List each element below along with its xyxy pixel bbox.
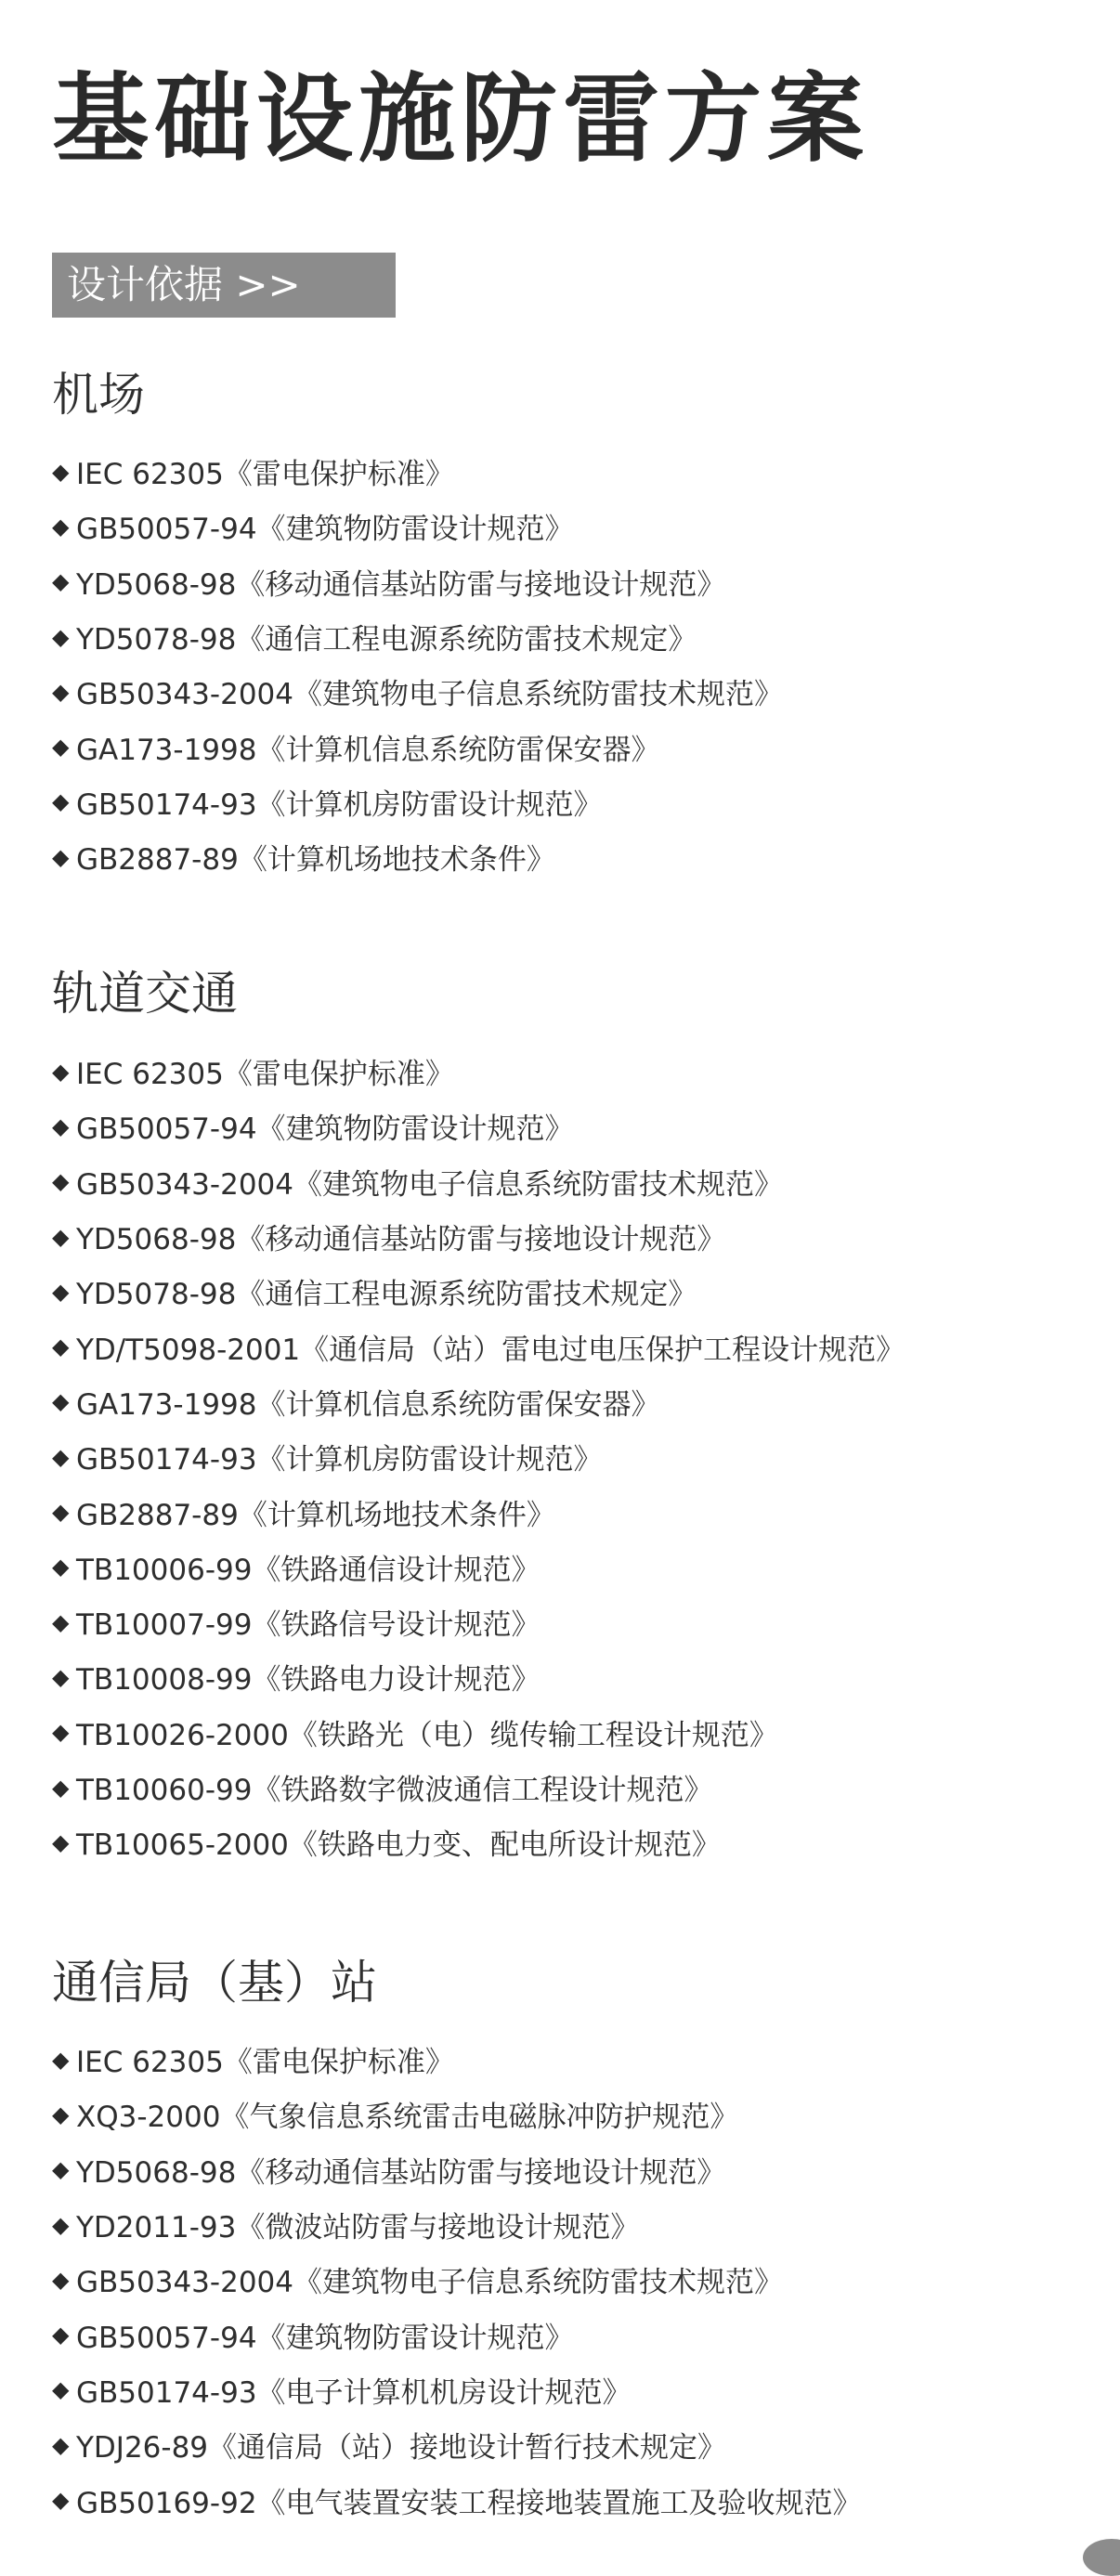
list-item: [52, 499, 1092, 553]
standard-text: IEC 62305《雷电保护标准》: [76, 2046, 454, 2080]
list-item: [52, 1649, 1092, 1704]
standard-text: TB10007-99《铁路信号设计规范》: [76, 1608, 540, 1643]
list-item: [52, 1099, 1092, 1153]
standards-list: [52, 2032, 1092, 2528]
diamond-bullet-icon: ◆: [52, 1663, 70, 1690]
diamond-bullet-icon: ◆: [52, 843, 70, 870]
standard-text: XQ3-2000《气象信息系统雷击电磁脉冲防护规范》: [76, 2101, 739, 2135]
list-item: [52, 2417, 1092, 2472]
diamond-bullet-icon: ◆: [52, 1774, 70, 1801]
list-item: [52, 1264, 1092, 1319]
standard-text: TB10065-2000《铁路电力变、配电所设计规范》: [76, 1828, 721, 1863]
standard-text: YD5068-98《移动通信基站防雷与接地设计规范》: [76, 2155, 726, 2190]
list-item: [52, 2362, 1092, 2417]
diamond-bullet-icon: ◆: [52, 678, 70, 705]
standard-text: GB50057-94《建筑物防雷设计规范》: [76, 2321, 574, 2355]
standard-text: GB50174-93《计算机房防雷设计规范》: [76, 1443, 603, 1477]
diamond-bullet-icon: ◆: [52, 1278, 70, 1305]
list-item: [52, 719, 1092, 774]
diamond-bullet-icon: ◆: [52, 1223, 70, 1250]
standard-text: GA173-1998《计算机信息系统防雷保安器》: [76, 733, 660, 767]
list-item: [52, 2307, 1092, 2361]
list-item: [52, 1705, 1092, 1760]
section-title: 轨道交通: [52, 967, 238, 1021]
list-item: [52, 774, 1092, 829]
diamond-bullet-icon: ◆: [52, 2376, 70, 2403]
standard-text: YD/T5098-2001《通信局（站）雷电过电压保护工程设计规范》: [76, 1333, 905, 1367]
diamond-bullet-icon: ◆: [52, 513, 70, 540]
page-corner-badge: [1083, 2539, 1120, 2576]
standard-text: TB10008-99《铁路电力设计规范》: [76, 1663, 540, 1698]
list-item: [52, 2142, 1092, 2197]
list-item: [52, 1594, 1092, 1649]
diamond-bullet-icon: ◆: [52, 2322, 70, 2348]
list-item: [52, 2252, 1092, 2307]
diamond-bullet-icon: ◆: [52, 734, 70, 761]
diamond-bullet-icon: ◆: [52, 1168, 70, 1195]
standard-text: YD5068-98《移动通信基站防雷与接地设计规范》: [76, 1223, 726, 1257]
standard-text: YD5078-98《通信工程电源系统防雷技术规定》: [76, 1278, 697, 1312]
diamond-bullet-icon: ◆: [52, 1828, 70, 1855]
list-item: [52, 1815, 1092, 1869]
diamond-bullet-icon: ◆: [52, 2101, 70, 2127]
diamond-bullet-icon: ◆: [52, 2046, 70, 2073]
list-item: [52, 1540, 1092, 1594]
list-item: [52, 2087, 1092, 2141]
standard-text: IEC 62305《雷电保护标准》: [76, 1058, 454, 1092]
standard-text: TB10060-99《铁路数字微波通信工程设计规范》: [76, 1774, 713, 1807]
list-item: [52, 1154, 1092, 1209]
standards-list: [52, 444, 1092, 884]
list-item: [52, 1209, 1092, 1264]
standard-text: YDJ26-89《通信局（站）接地设计暂行技术规定》: [76, 2431, 727, 2465]
section-telecom-station: [52, 1952, 1092, 2528]
diamond-bullet-icon: ◆: [52, 788, 70, 815]
diamond-bullet-icon: ◆: [52, 2156, 70, 2183]
list-item: [52, 554, 1092, 609]
section-airport: [52, 364, 1092, 884]
section-rail-transit: [52, 963, 1092, 1869]
diamond-bullet-icon: ◆: [52, 623, 70, 650]
section-title: 机场: [52, 368, 145, 422]
list-item: [52, 2472, 1092, 2527]
diamond-bullet-icon: ◆: [52, 568, 70, 595]
list-item: [52, 1760, 1092, 1815]
diamond-bullet-icon: ◆: [52, 2431, 70, 2458]
standard-text: YD5068-98《移动通信基站防雷与接地设计规范》: [76, 567, 726, 602]
standard-text: IEC 62305《雷电保护标准》: [76, 458, 454, 492]
diamond-bullet-icon: ◆: [52, 1112, 70, 1139]
diamond-bullet-icon: ◆: [52, 1608, 70, 1635]
standard-text: GA173-1998《计算机信息系统防雷保安器》: [76, 1387, 660, 1422]
list-item: [52, 829, 1092, 884]
diamond-bullet-icon: ◆: [52, 458, 70, 485]
list-item: [52, 2197, 1092, 2252]
diamond-bullet-icon: ◆: [52, 2487, 70, 2514]
standard-text: GB50057-94《建筑物防雷设计规范》: [76, 1112, 574, 1147]
list-item: [52, 1429, 1092, 1484]
diamond-bullet-icon: ◆: [52, 1499, 70, 1526]
diamond-bullet-icon: ◆: [52, 1058, 70, 1085]
diamond-bullet-icon: ◆: [52, 2211, 70, 2238]
diamond-bullet-icon: ◆: [52, 1554, 70, 1581]
list-item: [52, 609, 1092, 664]
list-item: [52, 1044, 1092, 1099]
diamond-bullet-icon: ◆: [52, 1719, 70, 1746]
standard-text: GB2887-89《计算机场地技术条件》: [76, 1498, 555, 1532]
standard-text: TB10026-2000《铁路光（电）缆传输工程设计规范》: [76, 1718, 778, 1752]
standard-text: GB50174-93《电子计算机机房设计规范》: [76, 2375, 632, 2410]
standards-list: [52, 1044, 1092, 1869]
standard-text: GB50343-2004《建筑物电子信息系统防雷技术规范》: [76, 1167, 783, 1202]
standard-text: YD5078-98《通信工程电源系统防雷技术规定》: [76, 623, 697, 657]
page-title: 基础设施防雷方案: [52, 62, 870, 176]
standard-text: YD2011-93《微波站防雷与接地设计规范》: [76, 2211, 640, 2245]
design-basis-label: 设计依据 >>: [52, 253, 396, 318]
standard-text: GB50057-94《建筑物防雷设计规范》: [76, 513, 574, 547]
standard-text: GB50343-2004《建筑物电子信息系统防雷技术规范》: [76, 2266, 783, 2300]
standard-text: TB10006-99《铁路通信设计规范》: [76, 1553, 540, 1587]
standard-text: GB2887-89《计算机场地技术条件》: [76, 843, 555, 878]
list-item: [52, 2032, 1092, 2087]
list-item: [52, 1484, 1092, 1539]
section-title: 通信局（基）站: [52, 1956, 377, 2010]
list-item: [52, 1374, 1092, 1429]
diamond-bullet-icon: ◆: [52, 1388, 70, 1415]
standard-text: GB50343-2004《建筑物电子信息系统防雷技术规范》: [76, 678, 783, 712]
standard-text: GB50174-93《计算机房防雷设计规范》: [76, 787, 603, 822]
list-item: [52, 444, 1092, 499]
standard-text: GB50169-92《电气装置安装工程接地装置施工及验收规范》: [76, 2486, 862, 2520]
list-item: [52, 664, 1092, 719]
diamond-bullet-icon: ◆: [52, 1443, 70, 1470]
diamond-bullet-icon: ◆: [52, 2266, 70, 2293]
diamond-bullet-icon: ◆: [52, 1334, 70, 1360]
list-item: [52, 1319, 1092, 1373]
